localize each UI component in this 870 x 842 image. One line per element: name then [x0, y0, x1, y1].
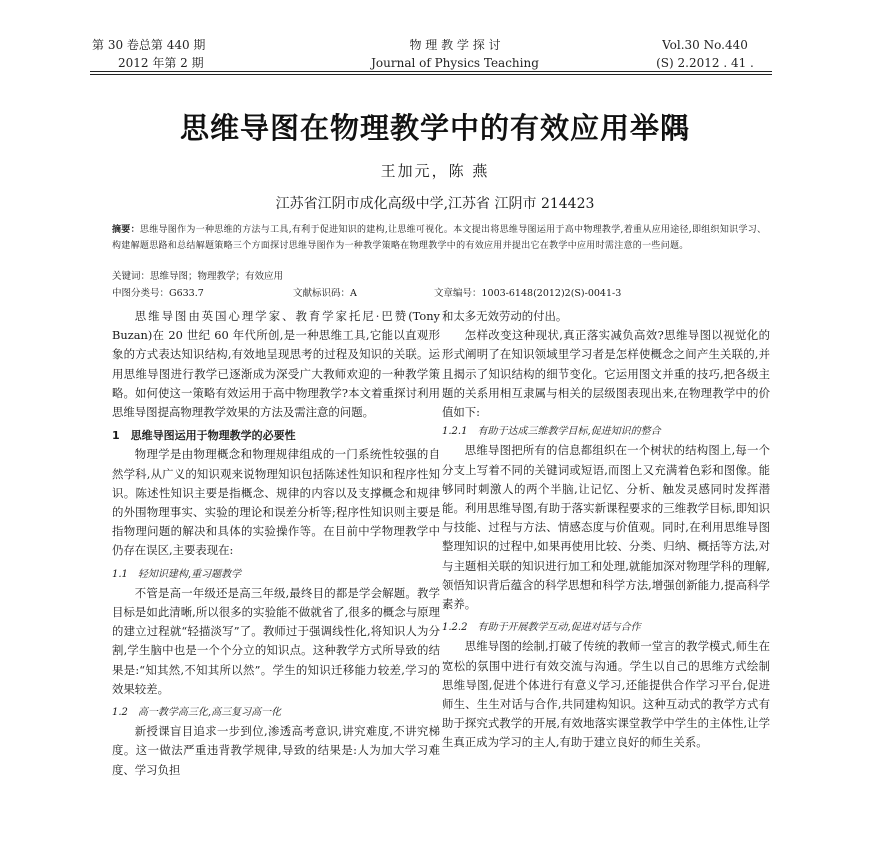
subsection-heading-1-1: 1.1 轻知识建构,重习题教学	[112, 568, 242, 580]
clc-number: 中图分类号：G633.7	[112, 288, 204, 299]
paragraph-intro: 思维导图由英国心理学家、教育学家托尼·巴赞(Tony Buzan)在 20 世纪 60 年代所创,是一种思维工具,它能以直观形象的方式表达知识结构,有效地呈现思考的过程及知识的关联。运用思维导图进行教学已逐渐成为深受广大教师欢迎的一种教学策略。如何使这一策略有效运用于高中物理教学?本文着重探讨利用思维导图提高物理教学效果的方法及需注意的问题。	[112, 309, 440, 420]
paragraph-1-2-1: 思维导图把所有的信息都组织在一个树状的结构图上,每一个分支上写着不同的关键词或短语,而图上又充满着色彩和图像。能够同时刺激人的两个半脑,让记忆、分析、触发灵感同时发挥潜能。利用思维导图,有助于落实新课程要求的三维教学目标,即知识与技能、过程与方法、情感态度与价值观。同时,在利用思维导图整理知识的过程中,如果再使用比较、分类、归纳、概括等方法,对与主题相关联的知识进行加工和处理,就能加深对物理学科的理解,领悟知识背后蕴含的科学思想和科学方法,增强创新能力,提高科学素养。	[442, 443, 770, 612]
header-journal-name	[360, 36, 550, 72]
subsection-heading-1-2-2: 1.2.2 有助于开展教学互动,促进对话与合作	[442, 622, 641, 634]
paragraph-1-2-2: 思维导图的绘制,打破了传统的教师一堂言的教学模式,师生在宽松的氛围中进行有效交流与沟通。学生以自己的思维方式绘制思维导图,促进个体进行有意义学习,还能提供合作学习平台,促进师生、生生对话与合作,共同建构知识。这种互动式的教学方式有助于探究式教学的开展,有效地落实课堂教学中学生的主体性,让学生真正成为学习的主人,有助于建立良好的师生关系。	[442, 639, 770, 750]
header-vol-no: Vol.30 No.440	[662, 38, 748, 52]
article-abstract	[112, 222, 772, 254]
article-authors: 王加元，陈 燕	[380, 162, 490, 180]
header-rule	[90, 71, 772, 72]
paragraph-1-2: 新授课盲目追求一步到位,渗透高考意识,讲究难度,不讲究梯度。这一做法严重违背教学规律,导致的结果是:人为加大学习难度、学习负担	[112, 724, 440, 777]
article-affiliation: 江苏省江阴市成化高级中学,江苏省 江阴市 214423	[275, 196, 595, 212]
article-keywords: 关键词：思维导图；物理教学；有效应用	[112, 271, 284, 282]
paragraph-section-1: 物理学是由物理概念和物理规律组成的一门系统性较强的自然学科,从广义的知识观来说物理知识包括陈述性知识和程序性知识。陈述性知识主要是指概念、规律的内容以及支撑概念和规律的外围物理事实、实验的理论和误差分析等;程序性知识则主要是指物理问题的解决和具体的实验操作等。在目前中学物理教学中仍存在误区,主要表现在:	[112, 447, 440, 558]
subsection-heading-1-2-1: 1.2.1 有助于达成三维教学目标,促进知识的整合	[442, 426, 661, 438]
section-heading-1: 1 思维导图运用于物理教学的必要性	[112, 429, 296, 443]
body-right-column	[442, 307, 770, 753]
paragraph-1-1: 不管是高一年级还是高三年级,最终目的都是学会解题。教学目标是如此清晰,所以很多的实验能不做就省了,很多的概念与原理的建立过程就“轻描淡写”了。教师过于强调线性化,将知识人为分割,学生脑中也是一个个分立的知识点。这种教学方式所导致的结果是:“知其然,不知其所以然”。学生的知识迁移能力较差,学习的效果较差。	[112, 585, 440, 696]
header-issue	[92, 36, 205, 72]
header-date-page: (S) 2.2012 . 41 .	[656, 56, 754, 70]
header-journal-en: Journal of Physics Teaching	[371, 56, 539, 70]
header-volume-page	[640, 36, 770, 72]
body-left-column	[112, 307, 440, 780]
article-title: 思维导图在物理教学中的有效应用举隅	[179, 111, 690, 145]
header-volume-issue: 第 30 卷总第 440 期	[92, 38, 206, 52]
header-year-issue: 2012 年第 2 期	[118, 56, 204, 70]
header-rule-thin	[90, 74, 772, 75]
abstract-label: 摘要：	[112, 225, 140, 235]
paragraph-value: 怎样改变这种现状,真正落实减负高效?思维导图以视觉化的形式阐明了在知识领域里学习者是怎样使概念之间产生关联的,并且揭示了知识结构的细节变化。它运用图文并重的技巧,把各级主题的关系用相互隶属与相关的层级图表现出来,在物理教学中的价值如下:	[442, 328, 770, 420]
abstract-text: 思维导图作为一种思维的方法与工具,有利于促进知识的建构,让思维可视化。本文提出将思维导图运用于高中物理教学,着重从应用途径,即组织知识学习、构建解题思路和总结解题策略三个方面探讨思维导图作为一种教学策略在物理教学中的有效应用并提出它在教学中应用时需注意的一些问题。	[112, 225, 767, 251]
document-code: 文献标识码：A	[293, 288, 357, 299]
header-journal-cn: 物 理 教 学 探 讨	[409, 38, 501, 52]
article-number: 文章编号：1003-6148(2012)2(S)-0041-3	[434, 288, 622, 299]
paragraph-continued: 和太多无效劳动的付出。	[442, 309, 568, 323]
subsection-heading-1-2: 1.2 高一教学高三化,高三复习高一化	[112, 707, 282, 719]
